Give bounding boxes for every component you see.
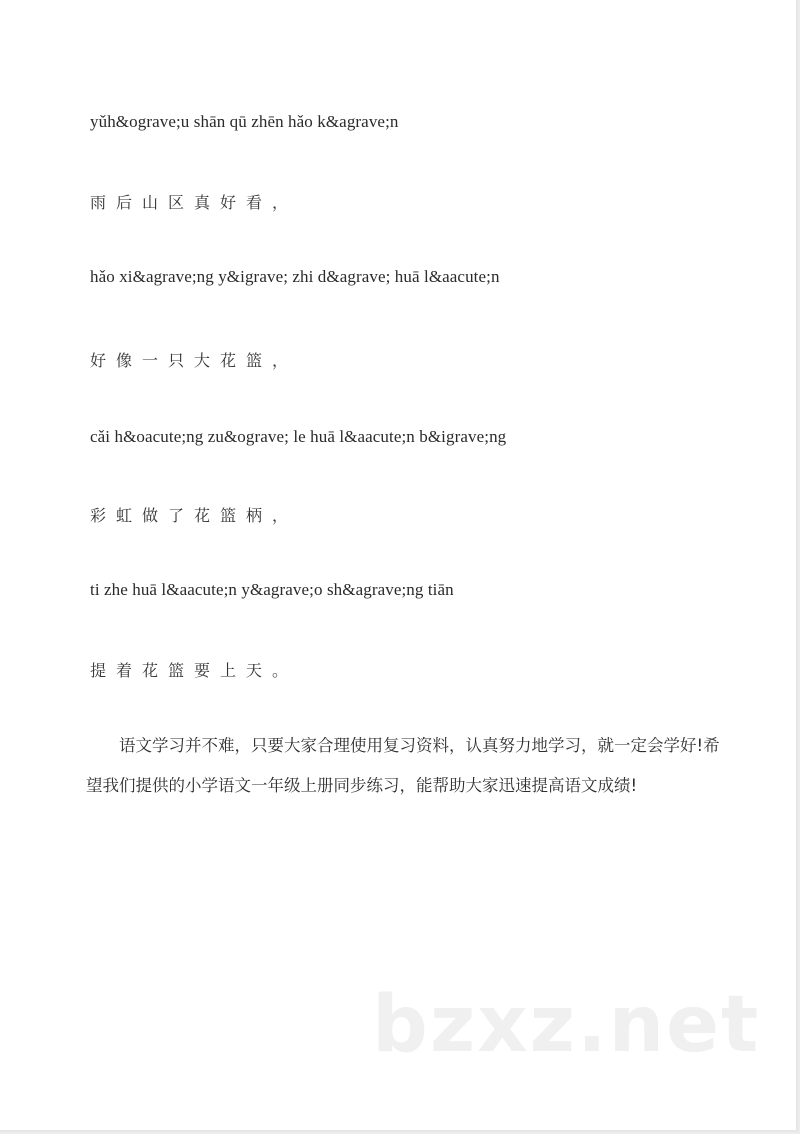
pinyin-line-3: cǎi h&oacute;ng zu&ograve; le huā l&aacute;n b&igrave;ng	[90, 427, 507, 446]
pinyin-line-1: yǔh&ograve;u shān qū zhēn hǎo k&agrave;n	[90, 112, 399, 131]
poem-line-2: 好像一只大花篮，	[90, 351, 299, 370]
pinyin-line-2: hǎo xi&agrave;ng y&igrave; zhi d&agrave; huā l&aacute;n	[90, 267, 500, 286]
watermark: bzxz.net	[372, 980, 761, 1070]
poem-line-1: 雨后山区真好看，	[90, 193, 299, 212]
poem-line-3: 彩虹做了花篮柄，	[90, 506, 299, 525]
pinyin-line-4: ti zhe huā l&aacute;n y&agrave;o sh&agrave;ng tiān	[90, 580, 454, 599]
closing-paragraph: 语文学习并不难，只要大家合理使用复习资料，认真努力地学习，就一定会学好!希望我们提供的小学语文一年级上册同步练习，能帮助大家迅速提高语文成绩!	[86, 736, 720, 795]
poem-line-4: 提着花篮要上天。	[90, 661, 299, 680]
